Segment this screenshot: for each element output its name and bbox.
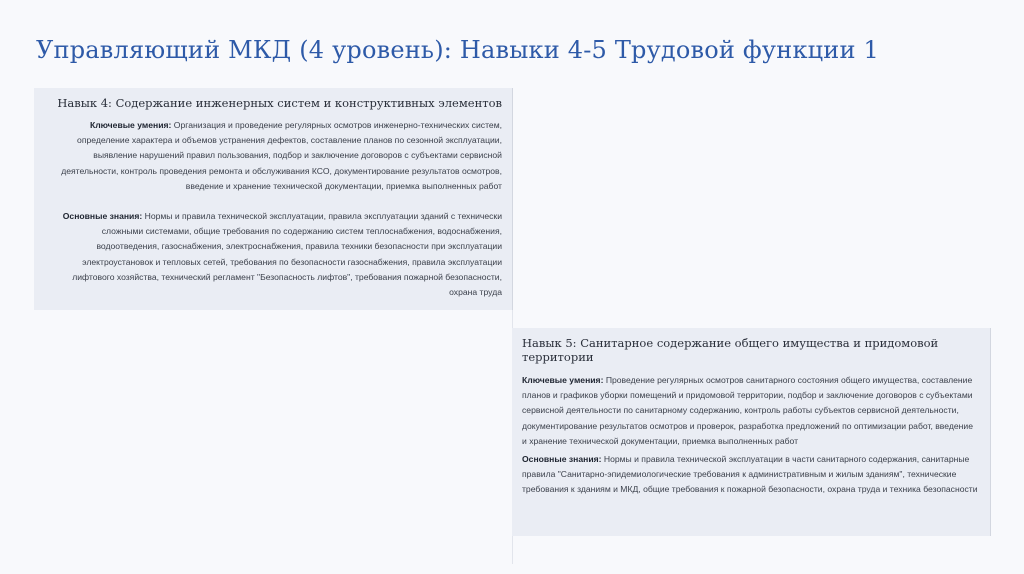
skill4-knowledge xyxy=(42,209,502,300)
slide-title: Управляющий МКД (4 уровень): Навыки 4-5 Трудовой функции 1 xyxy=(36,36,879,64)
skill5-title: Навык 5: Санитарное содержание общего имущества и придомовой территории xyxy=(522,336,939,364)
skill5-key-skills-text: Проведение регулярных осмотров санитарного состояния общего имущества, составление планов и графиков уборки помещений и придомовой территории, подбор и заключение договоров с субъектами сервисной деятельности по санитарному содержанию, контроль работы субъектов сервисной деятельности, документирование результатов осмотров и проверок, разработка предложений по оптимизации работ, введение и хранение технической документации, приемка выполненных работ xyxy=(522,375,973,446)
skill5-knowledge xyxy=(522,452,980,498)
skill4-knowledge-text: Нормы и правила технической эксплуатации, правила эксплуатации зданий с технически сложными системами, общие требования по содержанию систем теплоснабжения, водоснабжения, водоотведения, газоснабжения, электроснабжения, правила техники безопасности при эксплуатации электроустановок и тепловых сетей, требования по безопасности газоснабжения, правила эксплуатации лифтового хозяйства, технический регламент "Безопасность лифтов", требования пожарной безопасности, охрана труда xyxy=(72,211,502,298)
skill5-key-skills xyxy=(522,373,980,449)
skill4-key-skills-text: Организация и проведение регулярных осмотров инженерно-технических систем, определение характера и объемов устранения дефектов, составление планов по сезонной эксплуатации, выявление нарушений правил пользования, подбор и заключение договоров с субъектами сервисной деятельности, контроль проведения ремонта и обслуживания КСО, документирование результатов осмотров, введение и хранение технической документации, приемка выполненных работ xyxy=(61,120,502,191)
skill4-key-skills-label: Ключевые умения: xyxy=(89,120,172,130)
skill5-key-skills-label: Ключевые умения: xyxy=(522,375,604,385)
skill4-title: Навык 4: Содержание инженерных систем и конструктивных элементов xyxy=(57,96,502,110)
skill4-card xyxy=(34,88,513,310)
skill5-knowledge-text: Нормы и правила технической эксплуатации в части санитарного содержания, санитарные правила "Санитарно-эпидемиологические требования к административным и жилым зданиям", технические требования к зданиям и МКД, общие требования к пожарной безопасности, охрана труда и техника безопасности xyxy=(522,454,978,495)
skill5-card xyxy=(512,328,991,536)
skill4-key-skills xyxy=(42,118,502,194)
skill4-knowledge-label: Основные знания: xyxy=(62,211,143,222)
skill5-knowledge-label: Основные знания: xyxy=(522,454,602,465)
